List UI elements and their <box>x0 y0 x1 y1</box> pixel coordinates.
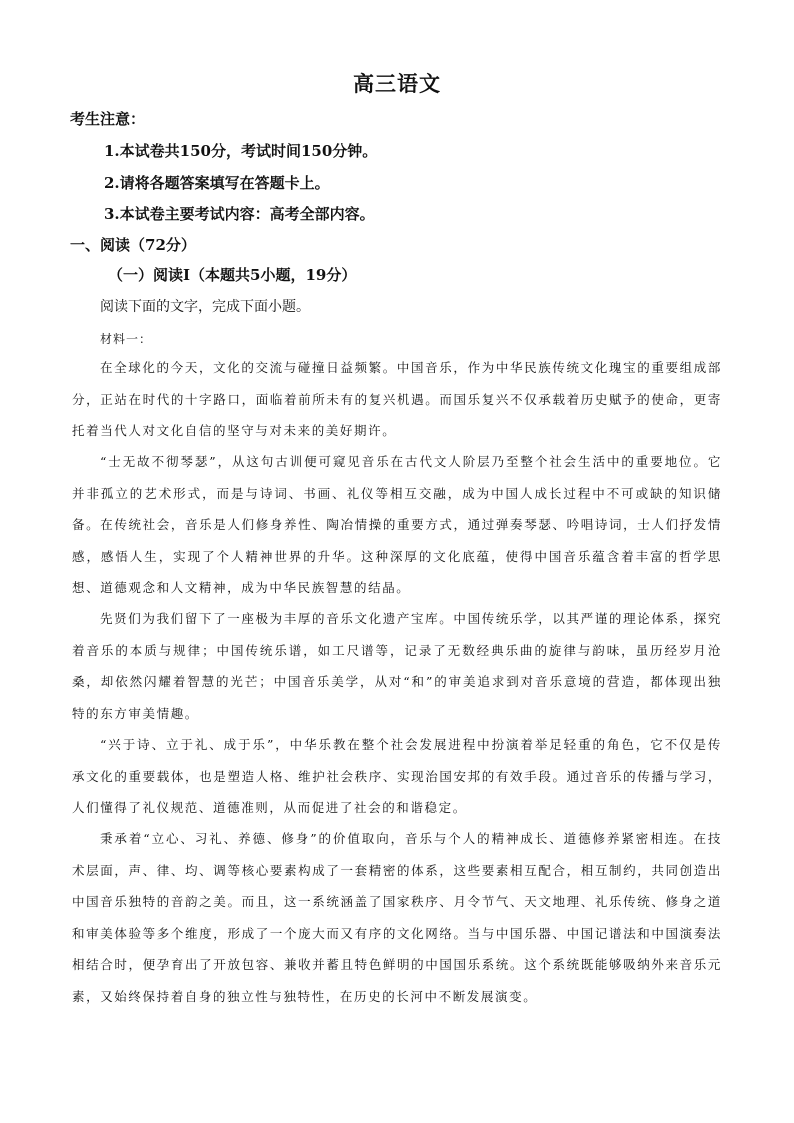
reading-instruction: 阅读下面的文字，完成下面小题。 <box>100 299 310 315</box>
page-title: 高三语文 <box>353 71 441 96</box>
paragraph-1: 在全球化的今天，文化的交流与碰撞日益频繁。中国音乐，作为中华民族传统文化瑰宝的重要组成部分，正站在时代的十字路口，面临着前所未有的复兴机遇。而国乐复兴不仅承载着历史赋予的使命，更寄托着当代人对文化自信的坚守与对未来的美好期许。 <box>72 360 722 438</box>
paragraph-3: 先贤们为我们留下了一座极为丰厚的音乐文化遗产宝库。中国传统乐学，以其严谨的理论体系，探究着音乐的本质与规律；中国传统乐谱，如工尺谱等，记录了无数经典乐曲的旋律与韵味，虽历经岁月沧桑，却依然闪耀着智慧的光芒；中国音乐美学，从对“和”的审美追求到对音乐意境的营造，都体现出独特的东方审美情趣。 <box>72 611 722 721</box>
notice-item-1: 1.本试卷共150分，考试时间150分钟。 <box>104 142 378 160</box>
paragraph-4: “兴于诗、立于礼、成于乐”，中华乐教在整个社会发展进程中扮演着举足轻重的角色，它不仅是传承文化的重要载体，也是塑造人格、维护社会秩序、实现治国安邦的有效手段。通过音乐的传播与学习，人们懂得了礼仪规范、道德准则，从而促进了社会的和谐稳定。 <box>72 737 722 815</box>
paragraph-5: 秉承着“立心、习礼、养德、修身”的价值取向，音乐与个人的精神成长、道德修养紧密相连。在技术层面，声、律、均、调等核心要素构成了一套精密的体系，这些要素相互配合，相互制约，共同创造出中国音乐独特的音韵之美。而且，这一系统涵盖了国家秩序、月令节气、天文地理、礼乐传统、修身之道和审美体验等多个维度，形成了一个庞大而又有序的文化网络。当与中国乐器、中国记谱法和中国演奏法相结合时，便孕育出了开放包容、兼收并蓄且特色鲜明的中国国乐系统。这个系统既能够吸纳外来音乐元素，又始终保持着自身的独立性与独特性，在历史的长河中不断发展演变。 <box>72 831 722 1004</box>
section-subheading: （一）阅读I（本题共5小题，19分） <box>108 266 357 284</box>
section-heading: 一、阅读（72分） <box>70 236 196 254</box>
notice-item-2: 2.请将各题答案填写在答题卡上。 <box>104 174 330 192</box>
material-label: 材料一： <box>100 332 153 346</box>
notice-heading: 考生注意： <box>70 110 146 128</box>
paragraph-2: “士无故不彻琴瑟”，从这句古训便可窥见音乐在古代文人阶层乃至整个社会生活中的重要地位。它并非孤立的艺术形式，而是与诗词、书画、礼仪等相互交融，成为中国人成长过程中不可或缺的知识储备。在传统社会，音乐是人们修身养性、陶冶情操的重要方式，通过弹奏琴瑟、吟唱诗词，士人们抒发情感，感悟人生，实现了个人精神世界的升华。这种深厚的文化底蕴，使得中国音乐蕴含着丰富的哲学思想、道德观念和人文精神，成为中华民族智慧的结晶。 <box>72 454 722 595</box>
notice-item-3: 3.本试卷主要考试内容：高考全部内容。 <box>104 205 375 223</box>
